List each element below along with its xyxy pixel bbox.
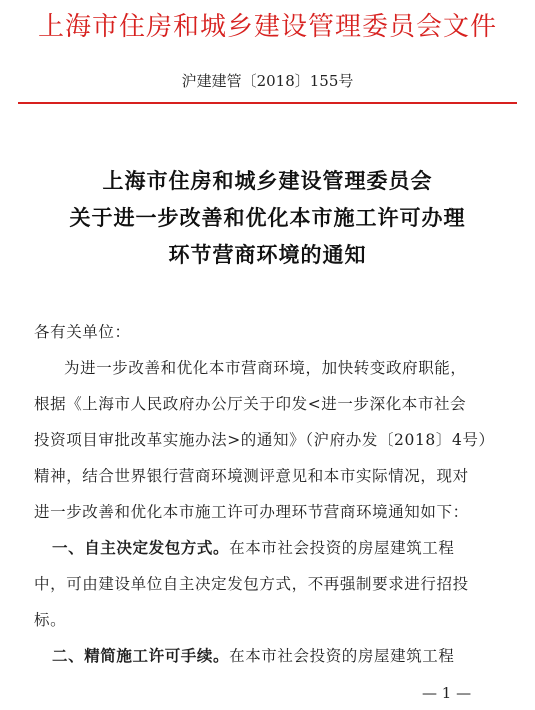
title-line-1: 上海市住房和城乡建设管理委员会 <box>102 168 433 193</box>
item-1-line-2: 中，可由建设单位自主决定发包方式，不再强制要求进行招投 <box>34 575 469 593</box>
paragraph-1-line-5: 进一步改善和优化本市施工许可办理环节营商环境通知如下： <box>34 503 469 521</box>
salutation: 各有关单位： <box>34 323 131 341</box>
masthead: 上海市住房和城乡建设管理委员会文件 <box>37 12 497 42</box>
red-divider <box>18 102 517 104</box>
title-line-3: 环节营商环境的通知 <box>168 242 367 267</box>
item-2-text: 在本市社会投资的房屋建筑工程 <box>229 647 455 665</box>
item-1-line-1 <box>52 536 455 558</box>
paragraph-1-line-3: 投资项目审批改革实施办法>的通知》（沪府办发〔2018〕4号） <box>34 431 495 449</box>
item-1-heading: 一、自主决定发包方式。 <box>52 538 230 557</box>
item-1-line-3: 标。 <box>34 611 67 629</box>
document-number: 沪建建管〔2018〕155号 <box>181 72 354 90</box>
notice-title <box>0 162 535 273</box>
page-number: — 1 — <box>422 684 472 702</box>
paragraph-1-line-1: 为进一步改善和优化本市营商环境，加快转变政府职能， <box>64 359 467 377</box>
item-1-text: 在本市社会投资的房屋建筑工程 <box>229 539 455 557</box>
item-2-heading: 二、精简施工许可手续。 <box>52 646 230 665</box>
title-line-2: 关于进一步改善和优化本市施工许可办理 <box>69 205 466 230</box>
paragraph-1-line-4: 精神，结合世界银行营商环境测评意见和本市实际情况，现对 <box>34 467 469 485</box>
item-2-line-1 <box>52 644 455 666</box>
paragraph-1-line-2: 根据《上海市人民政府办公厅关于印发<进一步深化本市社会 <box>34 395 467 413</box>
